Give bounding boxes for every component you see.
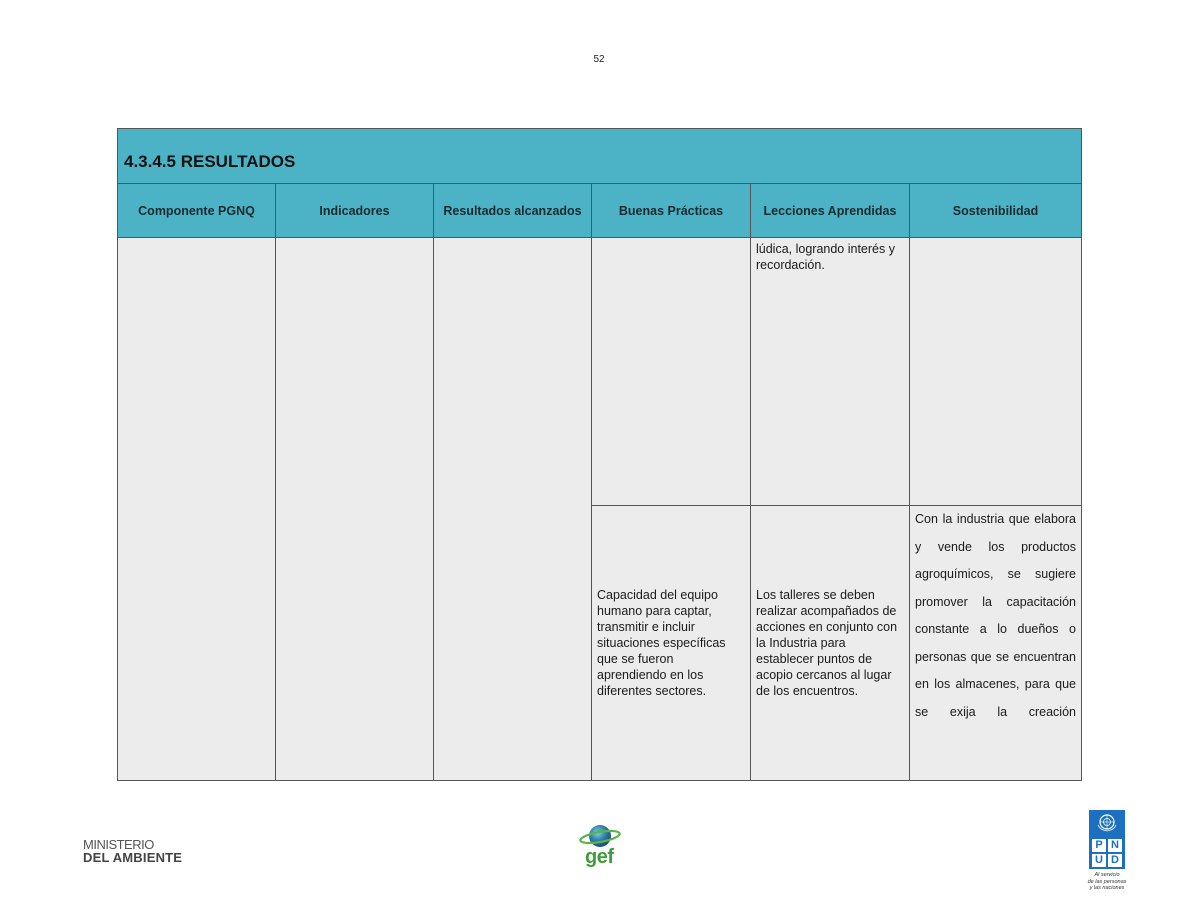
section-title: 4.3.4.5 RESULTADOS: [118, 129, 1082, 184]
cell-sostenibilidad: Con la industria que elabora y vende los productos agroquímicos, se sugiere promover la capacitación constante a lo dueños o personas que se encuentran en los almacenes, para que se exija la creación: [910, 506, 1082, 781]
table-row: [118, 238, 1082, 506]
pnud-letter: D: [1108, 854, 1122, 867]
pnud-tagline: Al servicio de las personas y las naciones: [1087, 872, 1127, 891]
cell-lecciones: lúdica, logrando interés y recordación.: [751, 238, 910, 506]
un-emblem-icon: [1095, 812, 1119, 832]
cell-lecciones: Los talleres se deben realizar acompañados de acciones en conjunto con la Industria para establecer puntos de acopio cercanos al lugar de los encuentros.: [751, 506, 910, 781]
column-header-row: [118, 184, 1082, 238]
pnud-letter: P: [1092, 839, 1106, 852]
ministerio-ambiente-logo: [83, 838, 182, 865]
cell-sostenibilidad: [910, 238, 1082, 506]
column-header-indicadores: Indicadores: [276, 184, 434, 238]
page-number: 52: [593, 54, 605, 65]
pnud-letter: N: [1108, 839, 1122, 852]
cell-indicadores: [276, 238, 434, 781]
column-header-resultados: Resultados alcanzados: [434, 184, 592, 238]
ministry-line2: DEL AMBIENTE: [83, 850, 183, 865]
pnud-letters: [1089, 839, 1125, 867]
column-header-lecciones: Lecciones Aprendidas: [751, 184, 910, 238]
cell-resultados: [434, 238, 592, 781]
pnud-letter: U: [1092, 854, 1106, 867]
results-table: [117, 128, 1082, 781]
column-header-sostenibilidad: Sostenibilidad: [910, 184, 1082, 238]
column-header-componente: Componente PGNQ: [118, 184, 276, 238]
cell-buenas-practicas: Capacidad del equipo humano para captar, transmitir e incluir situaciones específicas que se fueron aprendiendo en los diferentes sectores.: [592, 506, 751, 781]
pnud-block: [1089, 810, 1125, 869]
ministry-line1: MINISTERIO: [83, 837, 154, 852]
gef-logo: [578, 822, 622, 874]
cell-buenas-practicas: [592, 238, 751, 506]
gef-label: gef: [585, 846, 614, 868]
cell-componente: [118, 238, 276, 781]
column-header-buenas-practicas: Buenas Prácticas: [592, 184, 751, 238]
pnud-logo: [1087, 810, 1127, 892]
table-title-row: [118, 129, 1082, 184]
